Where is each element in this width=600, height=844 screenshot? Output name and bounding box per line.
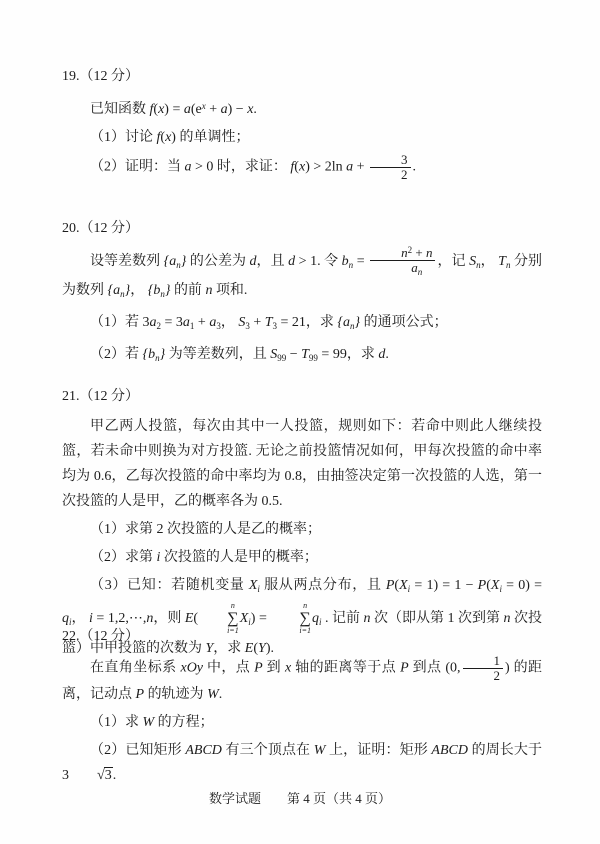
text-run: 在直角坐标系 xyxy=(90,660,181,676)
math-italic-run: i xyxy=(89,611,93,627)
math-italic-run: n xyxy=(146,611,154,627)
subscript: 99 xyxy=(308,352,318,363)
math-italic-run: {b xyxy=(147,282,161,298)
fraction xyxy=(463,654,504,682)
text-run: . 记前 xyxy=(321,611,364,627)
fraction-numerator xyxy=(370,153,411,167)
text-run: . xyxy=(412,159,417,175)
fraction-denominator xyxy=(370,260,435,277)
math-upright-run: (e xyxy=(190,102,202,117)
math-italic-run: a xyxy=(184,159,192,175)
math-italic-run: n xyxy=(401,245,408,260)
text-run: 次投篮）中甲投篮的次数为 xyxy=(62,611,543,656)
math-upright-run: 2 xyxy=(401,166,408,182)
subscript: n xyxy=(120,288,125,299)
fraction-numerator xyxy=(463,654,504,668)
math-upright-run: > 0 xyxy=(191,159,214,175)
math-upright-run: ) > 2ln xyxy=(305,159,347,175)
text-run: （3）已知：若随机变量 xyxy=(90,578,249,593)
text-run: ，求 xyxy=(213,640,245,656)
text-run: 上，证明：矩形 xyxy=(325,743,432,759)
math-italic-run: a xyxy=(183,102,191,117)
math-italic-run: } xyxy=(354,314,361,330)
text-run: 到点 xyxy=(408,660,446,676)
math-italic-run: } xyxy=(124,282,131,298)
text-run: 的方程； xyxy=(154,715,214,731)
text-run: ， xyxy=(220,314,239,330)
text-run: . xyxy=(253,102,257,117)
text-run: （1）讨论 xyxy=(90,130,157,145)
text-run: . xyxy=(112,768,117,784)
text-run: 甲乙两人投篮，每次由其中一人投篮，规则如下：若命中则此人继续投篮，若未命中则换为对方投篮. 无论之前投篮情况如何，甲每次投篮的命中率均为 0.6，乙每次投篮的命中率均为 0.8，由抽签决定第一次投篮的人选，第一次投篮的人是甲，乙的概率各为 0.5. xyxy=(62,419,542,509)
math-italic-run: {a xyxy=(337,314,351,330)
math-italic-run: {a xyxy=(107,282,121,298)
math-italic-run: q xyxy=(62,611,69,627)
fraction xyxy=(370,153,411,181)
math-upright-run: 3 xyxy=(401,152,408,167)
fraction-denominator xyxy=(370,167,411,182)
subscript: n xyxy=(176,259,181,270)
math-italic-run: b xyxy=(341,253,349,269)
text-run: . xyxy=(218,687,223,703)
fraction xyxy=(370,246,435,277)
math-upright-run: 2 xyxy=(493,667,501,683)
problem-21 xyxy=(62,384,542,664)
text-run: 的轨迹为 xyxy=(144,687,208,703)
math-italic-run: X xyxy=(490,578,500,593)
math-upright-run: ( xyxy=(486,578,491,593)
text-run: 有三个顶点在 xyxy=(221,743,314,759)
text-run: ，且 xyxy=(256,253,289,269)
math-italic-run: S xyxy=(238,314,246,330)
subscript: n xyxy=(348,259,354,270)
subscript: 3 xyxy=(245,320,250,331)
math-upright-run: ( xyxy=(193,611,199,627)
subscript: i xyxy=(499,584,502,594)
text-run: 项和. xyxy=(212,282,248,298)
problem-19-given xyxy=(62,94,542,122)
subscript: n xyxy=(350,320,355,331)
superscript: 2 xyxy=(407,245,413,255)
math-italic-run: Y xyxy=(205,640,214,656)
problem-20 xyxy=(62,216,542,374)
math-upright-run: ) = xyxy=(164,102,184,117)
math-italic-run: n xyxy=(205,282,213,298)
problem-20-part2 xyxy=(62,342,542,371)
math-upright-run: ( xyxy=(153,102,159,117)
math-italic-run: a xyxy=(182,314,190,330)
math-italic-run: ABCD xyxy=(431,743,468,759)
problem-20-part1 xyxy=(62,310,542,339)
math-italic-run: } xyxy=(159,346,166,362)
fraction-numerator xyxy=(370,246,435,260)
text-run: 时，求证： xyxy=(213,159,291,175)
problem-20-header xyxy=(62,216,542,241)
text-run: 已知函数 xyxy=(90,102,150,117)
text-run: 次（即从第 1 次到第 xyxy=(370,611,504,627)
math-italic-run: Y xyxy=(258,640,266,656)
math-upright-run: + xyxy=(353,159,369,175)
math-italic-run: n xyxy=(363,611,371,627)
problem-22-part1 xyxy=(62,710,542,735)
text-run: 的距离，记动点 xyxy=(62,660,543,703)
problem-22-header xyxy=(62,624,542,649)
fraction-denominator xyxy=(463,668,504,683)
radicand: 3 xyxy=(104,768,112,784)
subscript: 3 xyxy=(272,320,278,331)
math-italic-run: i xyxy=(156,550,161,565)
summation-lower: i=1 xyxy=(299,625,311,635)
math-italic-run: T xyxy=(264,314,273,330)
math-italic-run: X xyxy=(239,611,249,627)
sigma-symbol: ∑ xyxy=(227,609,239,627)
math-italic-run: a xyxy=(411,259,418,275)
math-upright-run: > 1 xyxy=(295,253,318,269)
sigma-symbol: ∑ xyxy=(299,609,311,627)
problem-19 xyxy=(62,64,542,184)
subscript: 1 xyxy=(189,320,195,331)
math-italic-run: P xyxy=(400,660,409,676)
math-upright-run: = 21 xyxy=(277,314,306,330)
math-upright-run: 3 xyxy=(142,314,150,330)
math-italic-run: {b xyxy=(142,346,156,362)
math-italic-run: X xyxy=(399,578,408,593)
text-run: ， xyxy=(71,611,90,627)
text-run: 轴的距离等于点 xyxy=(291,660,401,676)
math-italic-run: } xyxy=(180,253,187,269)
math-upright-run: = 1,2,⋯, xyxy=(92,611,147,627)
subscript: 2 xyxy=(156,320,161,331)
subscript: i xyxy=(69,617,72,628)
summation-lower: i=1 xyxy=(227,625,239,635)
text-run: . xyxy=(270,640,274,656)
math-upright-run: = 1) = 1 − xyxy=(410,578,478,593)
radical-sign: √ xyxy=(97,768,105,784)
math-italic-run: W xyxy=(207,687,219,703)
math-upright-run: + xyxy=(249,314,265,330)
math-upright-run: + xyxy=(205,102,221,117)
text-run: （1）求第 2 次投篮的人是乙的概率； xyxy=(90,522,321,537)
math-italic-run: xOy xyxy=(180,660,204,676)
math-upright-run: = 99 xyxy=(317,346,347,362)
math-italic-run: x xyxy=(158,102,165,117)
text-run: ，求 xyxy=(305,314,338,330)
math-italic-run: P xyxy=(385,578,395,593)
problem-22 xyxy=(62,624,542,791)
math-italic-run: P xyxy=(254,660,263,676)
math-italic-run: P xyxy=(135,687,145,703)
text-run: 的周长大于 xyxy=(467,743,543,759)
math-italic-run: f xyxy=(290,159,295,175)
text-run: 次投篮的人是甲的概率； xyxy=(160,550,318,565)
math-upright-run: ( xyxy=(394,578,400,593)
text-run: 的单调性； xyxy=(175,130,250,145)
text-run: （2）已知矩形 xyxy=(90,743,186,759)
text-run: . xyxy=(385,346,389,362)
text-run: 的通项公式； xyxy=(360,314,448,330)
math-italic-run: E xyxy=(244,640,254,656)
math-italic-run: W xyxy=(142,715,155,731)
math-italic-run: a xyxy=(149,314,157,330)
text-run: 的前 xyxy=(170,282,206,298)
subscript: 3 xyxy=(216,320,221,331)
text-run: 为等差数列，且 xyxy=(165,346,271,362)
text-run: 设等差数列 xyxy=(90,253,164,269)
text-run: （2）求第 xyxy=(90,550,157,565)
math-upright-run: ( xyxy=(294,159,299,175)
text-run: ，记 xyxy=(437,253,470,269)
math-italic-run: d xyxy=(288,253,296,269)
problem-21-header xyxy=(62,384,542,409)
problem-20-given xyxy=(62,246,542,307)
math-italic-run: W xyxy=(313,743,326,759)
math-italic-run: d xyxy=(378,346,386,362)
problem-19-part2 xyxy=(62,153,542,181)
math-italic-run: a xyxy=(220,102,228,117)
square-root xyxy=(69,763,113,788)
math-upright-run: ( xyxy=(160,130,166,145)
subscript: n xyxy=(476,259,481,270)
math-italic-run: x xyxy=(298,159,306,175)
problem-21-part1 xyxy=(62,517,542,542)
superscript: x xyxy=(201,101,206,111)
text-run: ，求 xyxy=(346,346,379,362)
math-upright-run: ( xyxy=(253,640,259,656)
subscript: n xyxy=(155,352,160,363)
math-italic-run: S xyxy=(270,346,278,362)
problem-19-part1 xyxy=(62,125,542,150)
text-run: 19.（12 分） xyxy=(62,69,139,84)
math-upright-run: = 0) = xyxy=(501,578,543,593)
text-run: 22.（12 分） xyxy=(62,629,139,644)
footer-doc-title: 数学试题 xyxy=(208,791,261,806)
math-italic-run: x xyxy=(285,660,292,676)
math-upright-run: 1 xyxy=(493,653,501,668)
problem-19-header xyxy=(62,64,542,89)
math-italic-run: q xyxy=(311,611,319,627)
footer-page-number: 第 4 页（共 4 页） xyxy=(287,791,392,806)
math-italic-run: S xyxy=(469,253,477,269)
math-upright-run: ) − xyxy=(227,102,248,117)
math-italic-run: } xyxy=(164,282,171,298)
text-run: 到 xyxy=(262,660,286,676)
math-italic-run: P xyxy=(477,578,487,593)
math-upright-run: = xyxy=(353,253,369,269)
math-italic-run: x xyxy=(165,130,172,145)
text-run: 20.（12 分） xyxy=(62,221,139,236)
subscript: i xyxy=(318,617,322,628)
math-italic-run: T xyxy=(301,346,309,362)
text-run: ， xyxy=(480,253,499,269)
subscript: i xyxy=(257,584,260,594)
math-italic-run: ABCD xyxy=(185,743,222,759)
text-run: （2）证明：当 xyxy=(90,159,185,175)
math-upright-run: (0, xyxy=(445,660,461,676)
text-run: （1）若 xyxy=(90,314,143,330)
text-run: 分别为数列 xyxy=(62,253,543,298)
text-run: 的公差为 xyxy=(186,253,250,269)
text-run: ，则 xyxy=(153,611,185,627)
text-run: 中，点 xyxy=(203,660,255,676)
text-run: ， xyxy=(130,282,148,298)
subscript: n xyxy=(417,266,423,277)
math-upright-run: = 3 xyxy=(161,314,183,330)
summation-upper: n xyxy=(230,601,235,610)
text-run: （1）求 xyxy=(90,715,143,731)
math-italic-run: a xyxy=(346,159,354,175)
math-italic-run: f xyxy=(156,130,161,145)
math-upright-run: + xyxy=(194,314,210,330)
math-italic-run: {a xyxy=(163,253,177,269)
subscript: 99 xyxy=(277,352,287,363)
math-italic-run: f xyxy=(149,102,154,117)
math-italic-run: T xyxy=(498,253,506,269)
math-italic-run: X xyxy=(248,578,258,593)
math-italic-run: a xyxy=(209,314,217,330)
page-footer xyxy=(0,788,600,807)
math-italic-run: n xyxy=(503,611,511,627)
problem-21-part2 xyxy=(62,545,542,570)
math-italic-run: n xyxy=(425,245,433,260)
math-upright-run: + xyxy=(412,245,426,260)
math-italic-run: d xyxy=(249,253,257,269)
problem-22-given xyxy=(62,654,542,707)
text-run: 21.（12 分） xyxy=(62,389,139,404)
math-italic-run: E xyxy=(184,611,194,627)
math-upright-run: ) xyxy=(171,130,176,145)
text-run: （2）若 xyxy=(90,346,143,362)
math-upright-run: 3 xyxy=(62,768,69,784)
math-italic-run: x xyxy=(247,102,254,117)
subscript: n xyxy=(160,288,165,299)
subscript: n xyxy=(505,259,511,270)
subscript: i xyxy=(407,584,411,594)
math-upright-run: ) xyxy=(505,660,510,676)
summation-upper: n xyxy=(303,601,308,610)
problem-21-given xyxy=(62,414,542,514)
math-upright-run: ) = xyxy=(250,611,271,627)
subscript: i xyxy=(248,617,251,628)
math-upright-run: ) xyxy=(265,640,271,656)
math-upright-run: − xyxy=(286,346,302,362)
problem-22-part2 xyxy=(62,738,542,788)
text-run: . 令 xyxy=(317,253,342,269)
text-run: 服从两点分布，且 xyxy=(259,578,386,593)
